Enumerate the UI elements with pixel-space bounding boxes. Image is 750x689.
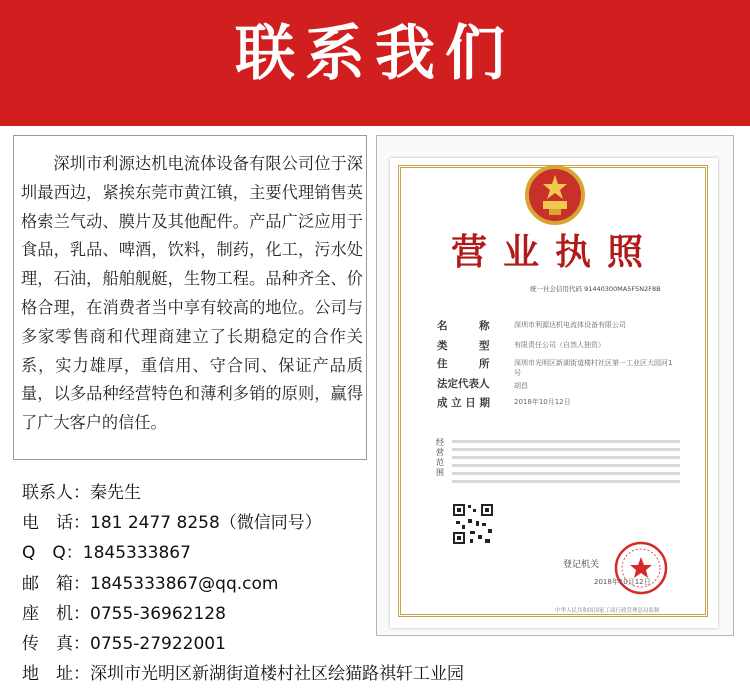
registration-date: 2018年10月12日 (594, 578, 651, 586)
field-label-legal-rep: 法定代表人 (437, 378, 490, 390)
contact-landline: 座 机：0755-36962128 (22, 603, 226, 624)
contact-fax: 传 真：0755-27922001 (22, 633, 226, 654)
field-value-address: 深圳市光明区新湖街道楼村社区第一工业区大园河1号 (514, 359, 673, 377)
field-label-type: 类 型 (437, 340, 490, 352)
license-footer-note: 中华人民共和国国家工商行政管理总局监制 (555, 608, 660, 614)
field-label-address: 住 所 (437, 358, 490, 370)
field-label-date: 成 立 日 期 (437, 397, 490, 409)
header-banner (0, 0, 750, 126)
registration-authority-label: 登记机关 (563, 560, 600, 570)
field-label-name: 名 称 (437, 320, 490, 332)
contact-person: 联系人：秦先生 (22, 483, 141, 503)
field-value-name: 深圳市利源达机电流体设备有限公司 (514, 321, 626, 329)
contact-address: 地 址：深圳市光明区新湖街道楼村社区绘猫路祺轩工业园 (22, 664, 464, 685)
official-seal-icon (613, 540, 669, 596)
company-description-box (13, 135, 367, 460)
scope-label: 经营范围 (436, 438, 444, 477)
business-scope-text (452, 440, 680, 490)
contact-phone: 电 话：181 2477 8258（微信同号） (22, 513, 322, 534)
contact-email: 邮 箱：1845333867@qq.com (22, 573, 279, 594)
field-value-type: 有限责任公司（自然人独资） (514, 341, 605, 349)
company-description: 深圳市利源达机电流体设备有限公司位于深圳最西边，紧挨东莞市黄江镇，主要代理销售英格索兰气动、膜片及其他配件。产品广泛应用于食品，乳品、啤酒，饮料，制药，化工，污水处理，石油，船舶舰艇，生物工程。品种齐全、价格合理，在消费者当中享有较高的地位。公司与多家零售商和代理商建立了长期稳定的合作关系，实力雄厚，重信用、守合同、保证产品质量，以多品种经营特色和薄利多销的原则，赢得了广大客户的信任。 (21, 154, 363, 433)
field-value-legal-rep: 胡昌 (514, 382, 528, 390)
field-value-date: 2018年10月12日 (514, 398, 571, 406)
page-title: 联系我们 (235, 19, 515, 89)
qr-code-icon (452, 503, 494, 545)
contact-qq: Q Q：1845333867 (22, 543, 191, 564)
license-title: 营业执照 (450, 231, 659, 273)
credit-code: 统一社会信用代码 91440300MA5F5N2F8B (530, 285, 661, 293)
national-emblem-icon (523, 163, 587, 227)
